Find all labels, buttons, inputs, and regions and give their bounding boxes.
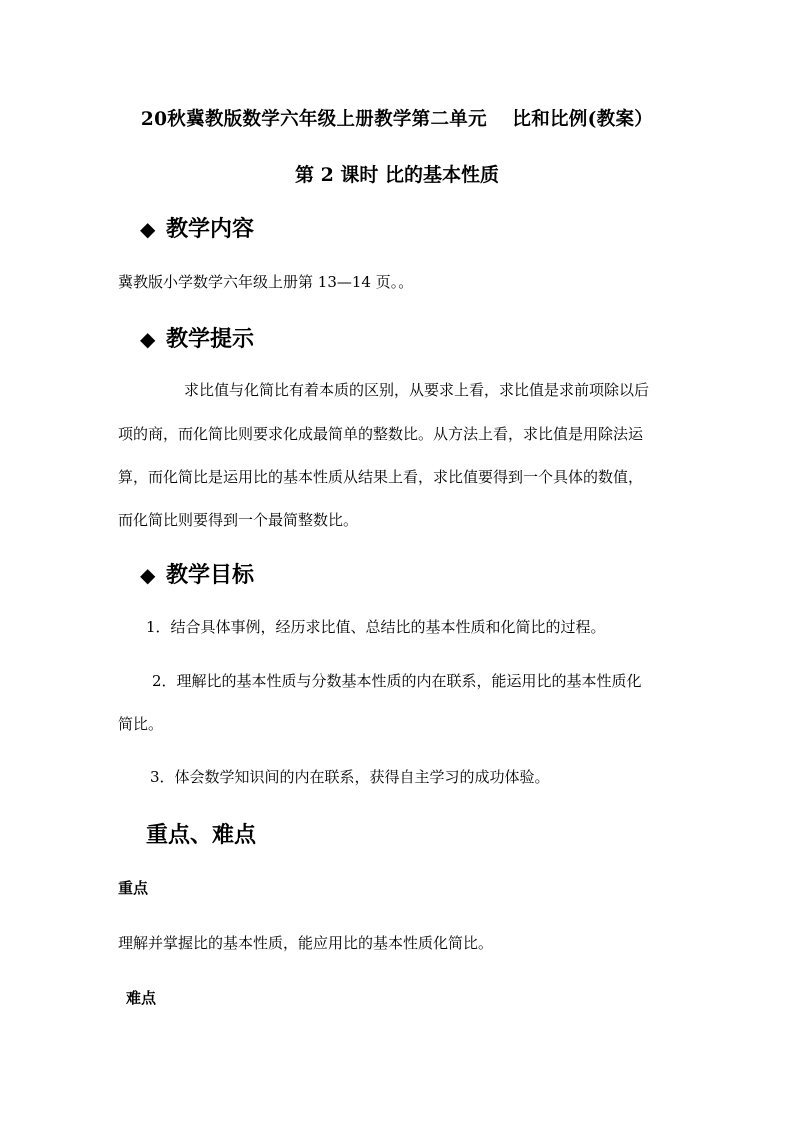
goal-item: 3．体会数学知识间的内在联系，获得自主学习的成功体验。 <box>150 768 550 786</box>
section-heading-keypoints: 重点、难点 <box>146 822 257 848</box>
section-heading-label: 教学内容 <box>166 216 255 242</box>
section-heading-goals <box>140 558 254 589</box>
hint-line: 求比值与化简比有着本质的区别，从要求上看，求比值是求前项除以后 <box>184 381 650 399</box>
hint-line: 算，而化简比是运用比的基本性质从结果上看，求比值要得到一个具体的数值， <box>118 468 644 486</box>
hint-line: 而化简比则要得到一个最简整数比。 <box>118 511 359 529</box>
section-heading-label: 教学目标 <box>166 562 255 588</box>
diamond-bullet-icon: ◆ <box>140 217 156 241</box>
diamond-bullet-icon: ◆ <box>140 327 156 351</box>
section-heading-label: 教学提示 <box>166 326 255 352</box>
diamond-bullet-icon: ◆ <box>140 563 156 587</box>
goal-item: 1．结合具体事例，经历求比值、总结比的基本性质和化简比的过程。 <box>146 618 606 636</box>
key-point-text: 理解并掌握比的基本性质，能应用比的基本性质化简比。 <box>118 934 494 952</box>
section-heading-content <box>140 212 254 243</box>
content-text: 冀教版小学数学六年级上册第 13—14 页。。 <box>118 273 414 291</box>
difficulty-label: 难点 <box>126 989 157 1007</box>
key-point-label: 重点 <box>118 879 149 897</box>
section-heading-hint <box>140 322 254 353</box>
document-title: 20秋冀教版数学六年级上册教学第二单元 比和比例(教案） <box>140 109 654 130</box>
lesson-subtitle: 第 2 课时 比的基本性质 <box>294 164 500 186</box>
goal-item: 2．理解比的基本性质与分数基本性质的内在联系，能运用比的基本性质化 <box>152 672 642 690</box>
hint-line: 项的商，而化简比则要求化成最简单的整数比。从方法上看，求比值是用除法运 <box>118 425 644 443</box>
goal-item-continuation: 简比。 <box>118 715 164 733</box>
